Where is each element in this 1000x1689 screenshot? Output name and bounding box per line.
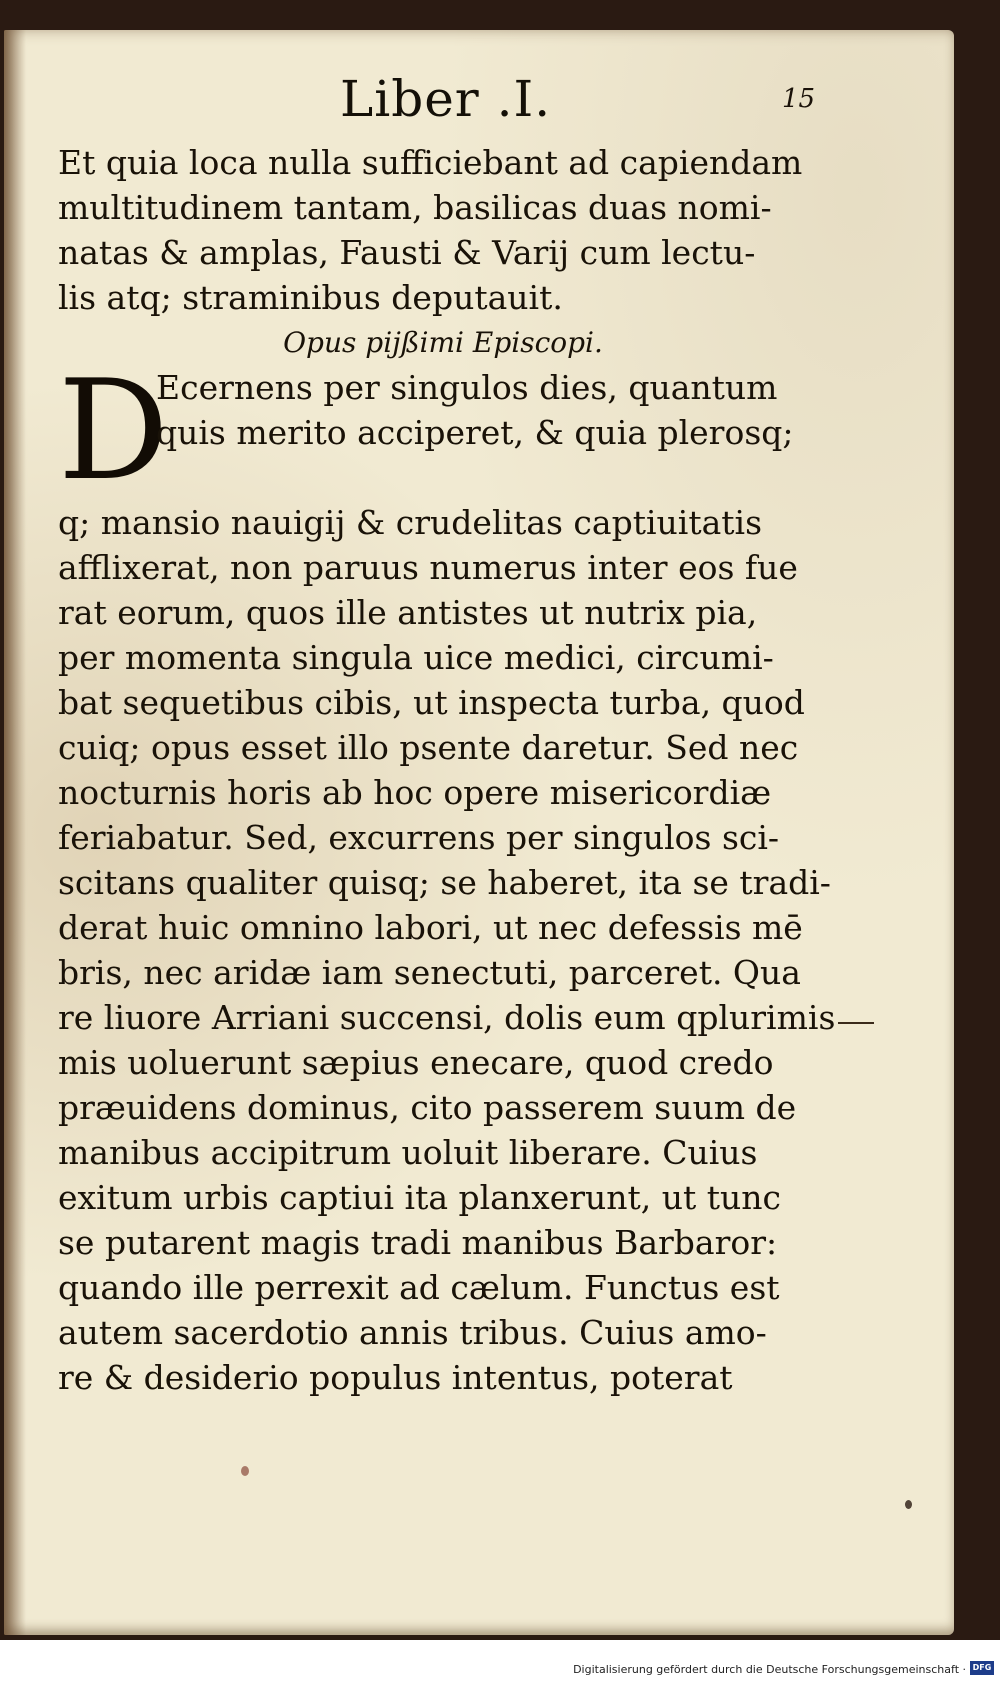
text-line: Et quia loca nulla sufficiebant ad capiendam bbox=[58, 143, 803, 182]
running-head: Liber .I. bbox=[340, 70, 552, 128]
text-line: scitans qualiter quisq; se haberet, ita se tradi- bbox=[58, 863, 831, 902]
text-line: quis merito acciperet, & quia plerosq; bbox=[156, 413, 794, 452]
text-line: mis uoluerunt sæpius enecare, quod credo bbox=[58, 1043, 774, 1082]
page-header bbox=[0, 70, 1000, 140]
text-line: lis atq; straminibus deputauit. bbox=[58, 278, 563, 317]
text-line: bat sequetibus cibis, ut inspecta turba, quod bbox=[58, 683, 805, 722]
text-line: natas & amplas, Fausti & Varij cum lectu- bbox=[58, 233, 756, 272]
drop-capital: D bbox=[58, 350, 169, 511]
text-line: quando ille perrexit ad cælum. Functus est bbox=[58, 1268, 780, 1307]
text-line: exitum urbis captiui ita planxerunt, ut tunc bbox=[58, 1178, 782, 1217]
text-line: afflixerat, non paruus numerus inter eos fue bbox=[58, 548, 798, 587]
folio-number: 15 bbox=[782, 84, 816, 114]
main-text-block bbox=[58, 140, 836, 1400]
section-subheading: Opus pijßimi Episcopi. bbox=[283, 326, 603, 359]
text-line: feriabatur. Sed, excurrens per singulos sci- bbox=[58, 818, 780, 857]
text-line: per momenta singula uice medici, circumi- bbox=[58, 638, 774, 677]
text-line: se putarent magis tradi manibus Barbaror: bbox=[58, 1223, 778, 1262]
margin-dash-mark bbox=[838, 1022, 874, 1024]
text-line: autem sacerdotio annis tribus. Cuius amo- bbox=[58, 1313, 767, 1352]
text-line: rat eorum, quos ille antistes ut nutrix pia, bbox=[58, 593, 758, 632]
text-line: derat huic omnino labori, ut nec defessis mē bbox=[58, 908, 803, 947]
ink-spot bbox=[241, 1466, 249, 1476]
text-line: bris, nec aridæ iam senectuti, parceret. Qua bbox=[58, 953, 801, 992]
text-line: re & desiderio populus intentus, poterat bbox=[58, 1358, 733, 1397]
dropcap-lines bbox=[156, 365, 794, 455]
text-line: cuiq; opus esset illo psente daretur. Sed nec bbox=[58, 728, 799, 767]
text-line: q; mansio nauigij & crudelitas captiuitatis bbox=[58, 503, 763, 542]
footer-credit: Digitalisierung gefördert durch die Deutsche Forschungsgemeinschaft · bbox=[573, 1663, 966, 1676]
text-line: Ecernens per singulos dies, quantum bbox=[156, 368, 778, 407]
text-line: manibus accipitrum uoluit liberare. Cuius bbox=[58, 1133, 758, 1172]
dropcap-paragraph-start bbox=[58, 350, 828, 511]
text-line: nocturnis horis ab hoc opere misericordiæ bbox=[58, 773, 772, 812]
text-line: multitudinem tantam, basilicas duas nomi- bbox=[58, 188, 772, 227]
page-gutter-shadow bbox=[4, 30, 26, 1635]
ink-spot bbox=[905, 1500, 912, 1509]
text-line: re liuore Arriani succensi, dolis eum qplurimis bbox=[58, 998, 836, 1037]
text-line: præuidens dominus, cito passerem suum de bbox=[58, 1088, 797, 1127]
dfg-logo-icon: DFG bbox=[970, 1661, 994, 1675]
digitization-footer bbox=[0, 1643, 1000, 1683]
